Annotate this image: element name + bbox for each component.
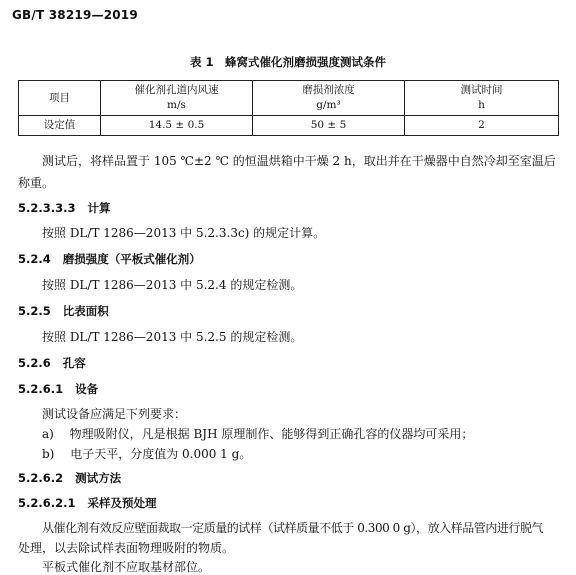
header-cell-velocity: 催化剂孔道内风速 m/s: [101, 81, 253, 116]
table-title: 表 1 蜂窝式催化剂磨损强度测试条件: [189, 55, 386, 69]
paragraph-last: 平板式催化剂不应取基材部位。: [42, 560, 211, 574]
table-header-row: [19, 81, 559, 116]
paragraph-sample-line2: 处理，以去除试样表面物理吸附的物质。: [18, 541, 235, 555]
standard-number: GB/T 38219—2019: [12, 8, 138, 22]
table-cell: 14.5 ± 0.5: [101, 116, 253, 136]
section-heading-5-2-4: 5.2.4 磨损强度（平板式催化剂）: [18, 252, 201, 266]
section-heading-5-2-6-2-1: 5.2.6.2.1 采样及预处理: [18, 496, 157, 510]
list-item-b: [42, 445, 251, 462]
table-cell: 50 ± 5: [253, 116, 405, 136]
list-marker: b): [42, 447, 55, 461]
list-marker: a): [42, 427, 54, 441]
header-cell-time: 测试时间 h: [405, 81, 559, 116]
table-row: [19, 116, 559, 136]
list-item-text: 电子天平，分度值为 0.000 1 g。: [70, 447, 252, 461]
list-item-text: 物理吸附仪，凡是根据 BJH 原理制作、能够得到正确孔容的仪器均可采用；: [69, 427, 474, 441]
section-heading-5-2-5: 5.2.5 比表面积: [18, 304, 109, 318]
test-conditions-table: [18, 80, 559, 136]
paragraph-sample-line1: 从催化剂有效反应壁面裁取一定质量的试样（试样质量不低于 0.300 0 g），放入样品管内进行脱气: [42, 521, 544, 535]
section-heading-5-2-6: 5.2.6 孔容: [18, 356, 86, 370]
section-heading-5-2-3-3-3: 5.2.3.3.3 计算: [18, 201, 111, 215]
list-item-a: [42, 425, 473, 442]
table-cell: 2: [405, 116, 559, 136]
paragraph-drying-line2: 称重。: [18, 176, 55, 190]
paragraph-drying-line1: 测试后，将样品置于 105 ℃±2 ℃ 的恒温烘箱中干燥 2 h，取出并在干燥器中自然冷却至室温后: [42, 154, 556, 168]
paragraph-calc: 按照 DL/T 1286—2013 中 5.2.3.3c) 的规定计算。: [42, 226, 326, 240]
paragraph-wear: 按照 DL/T 1286—2013 中 5.2.4 的规定检测。: [42, 278, 303, 292]
header-cell-item: 项目: [19, 81, 101, 116]
header-cell-concentration: 磨损剂浓度 g/m³: [253, 81, 405, 116]
paragraph-area: 按照 DL/T 1286—2013 中 5.2.5 的规定检测。: [42, 330, 303, 344]
table-cell: 设定值: [19, 116, 101, 136]
section-heading-5-2-6-1: 5.2.6.1 设备: [18, 382, 99, 396]
paragraph-equip-intro: 测试设备应满足下列要求：: [42, 407, 187, 421]
section-heading-5-2-6-2: 5.2.6.2 测试方法: [18, 471, 122, 485]
